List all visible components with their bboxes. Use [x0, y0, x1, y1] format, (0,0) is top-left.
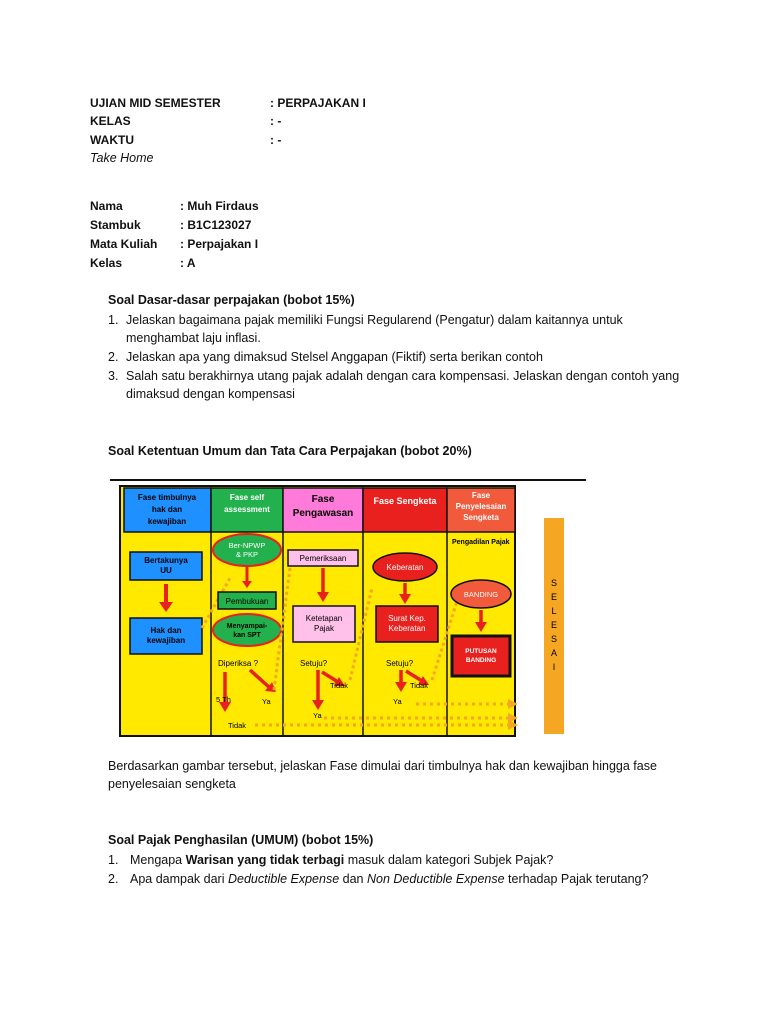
class-value: : - [270, 114, 282, 128]
label-ketetapan: Ketetapan Pajak [305, 614, 343, 633]
s3-q2-text [130, 870, 690, 888]
col-title-1: Fase timbulnya hak dan kewajiban [137, 493, 197, 526]
time-label: WAKTU [90, 133, 134, 147]
label-pembukuan: Pembukuan [225, 597, 269, 606]
label-spt: Menyampai-kan SPT [226, 623, 268, 639]
section1-title: Soal Dasar-dasar perpajakan (bobot 15%) [108, 293, 355, 307]
s3-q2-italic1: Deductible Expense [227, 872, 340, 886]
label-ya-1: Ya [262, 697, 271, 706]
selesai-letter: E [550, 592, 558, 602]
label-tidak-1: Tidak [228, 721, 247, 730]
col-header-4 [363, 488, 447, 532]
s3-q1-number: 1. [108, 853, 119, 867]
col-title-3: Fase Pengawasan [292, 494, 354, 519]
section2-question [108, 757, 708, 793]
section1-questions [108, 311, 708, 411]
col-title-5: Fase Penyelesaian Sengketa [455, 491, 507, 522]
label-diperiksa: Diperiksa ? [218, 659, 259, 668]
tax-phase-diagram [110, 478, 590, 740]
exam-label: UJIAN MID SEMESTER [90, 96, 221, 110]
course-value: : Perpajakan I [180, 237, 259, 251]
s3-q2-number: 2. [108, 872, 119, 886]
section2-question-line1: Berdasarkan gambar tersebut, jelaskan Fase dimulai dari timbulnya hak dan kewajiban hingga fase [108, 759, 657, 773]
section3-title: Soal Pajak Penghasilan (UMUM) (bobot 15%) [108, 833, 374, 847]
label-5th: 5 Th [216, 695, 231, 704]
col-title-4: Fase Sengketa [373, 496, 437, 506]
q3-line1: Salah satu berakhirnya utang pajak adalah dengan cara kompensasi. Jelaskan dengan contoh yang [126, 369, 680, 383]
section3-questions [108, 851, 708, 891]
label-selesai [551, 578, 557, 672]
label-setuju-1: Setuju? [300, 659, 328, 668]
col-title-2: Fase self assessment [224, 493, 270, 514]
stambuk-label: Stambuk [90, 218, 141, 232]
q2-number: 2. [108, 350, 119, 364]
q1-number: 1. [108, 313, 119, 327]
course-label: Mata Kuliah [90, 237, 158, 251]
exam-value: : PERPAJAKAN I [270, 96, 366, 110]
oval-spt [213, 614, 281, 646]
label-hak-kewajiban: Hak dan kewajiban [146, 626, 186, 645]
label-ya-3: Ya [393, 697, 402, 706]
section2-title: Soal Ketentuan Umum dan Tata Cara Perpajakan (bobot 20%) [108, 444, 472, 458]
s3-q1-bold: Warisan yang tidak terbagi [185, 853, 345, 867]
label-npwp: Ber-NPWP & PKP [228, 541, 266, 559]
label-setuju-2: Setuju? [386, 659, 414, 668]
class-label: KELAS [90, 114, 131, 128]
label-pemeriksaan: Pemeriksaan [299, 554, 347, 563]
s3-q2-mid: dan [339, 872, 367, 886]
s3-q2-post: terhadap Pajak terutang? [504, 872, 649, 886]
q1-line1: Jelaskan bagaimana pajak memiliki Fungsi Regularend (Pengatur) dalam kaitannya untuk [126, 313, 623, 327]
s3-q2-italic2: Non Deductible Expense [366, 872, 505, 886]
label-surat-kep: Surat Kep. Keberatan [388, 614, 426, 633]
name-value: : Muh Firdaus [180, 199, 259, 213]
label-keberatan: Keberatan [386, 563, 424, 572]
q3-number: 3. [108, 369, 119, 383]
take-home-label: Take Home [90, 151, 154, 165]
kelas-value: : A [180, 256, 196, 270]
s3-q1-pre: Mengapa [130, 853, 186, 867]
stambuk-value: : B1C123027 [180, 218, 252, 232]
s3-q1-text [130, 851, 690, 869]
label-tidak-2: Tidak [330, 681, 349, 690]
selesai-letter: L [551, 606, 557, 616]
s3-q1-post: masuk dalam kategori Subjek Pajak? [344, 853, 554, 867]
box-putusan [452, 636, 510, 676]
label-banding: BANDING [463, 590, 499, 599]
selesai-letter: S [550, 578, 558, 588]
label-pengadilan: Pengadilan Pajak [452, 539, 510, 546]
selesai-letter: E [550, 620, 558, 630]
label-putusan: PUTUSAN BANDING [465, 648, 497, 664]
kelas-label: Kelas [90, 256, 123, 270]
q2-line1: Jelaskan apa yang dimaksud Stelsel Anggapan (Fiktif) serta berikan contoh [126, 350, 543, 364]
name-label: Nama [90, 199, 123, 213]
selesai-letter: I [552, 662, 556, 672]
selesai-letter: S [550, 634, 558, 644]
label-bertakunya: Bertakunya UU [144, 556, 188, 575]
q1-line2: menghambat laju inflasi. [126, 331, 261, 345]
section2-question-line2: penyelesaian sengketa [108, 777, 236, 791]
label-tidak-3: Tidak [410, 681, 429, 690]
q3-line2: dimaksud dengan kompensasi [126, 387, 295, 401]
selesai-letter: A [550, 648, 558, 658]
time-value: : - [270, 133, 282, 147]
label-ya-2: Ya [313, 711, 322, 720]
s3-q2-pre: Apa dampak dari [130, 872, 228, 886]
